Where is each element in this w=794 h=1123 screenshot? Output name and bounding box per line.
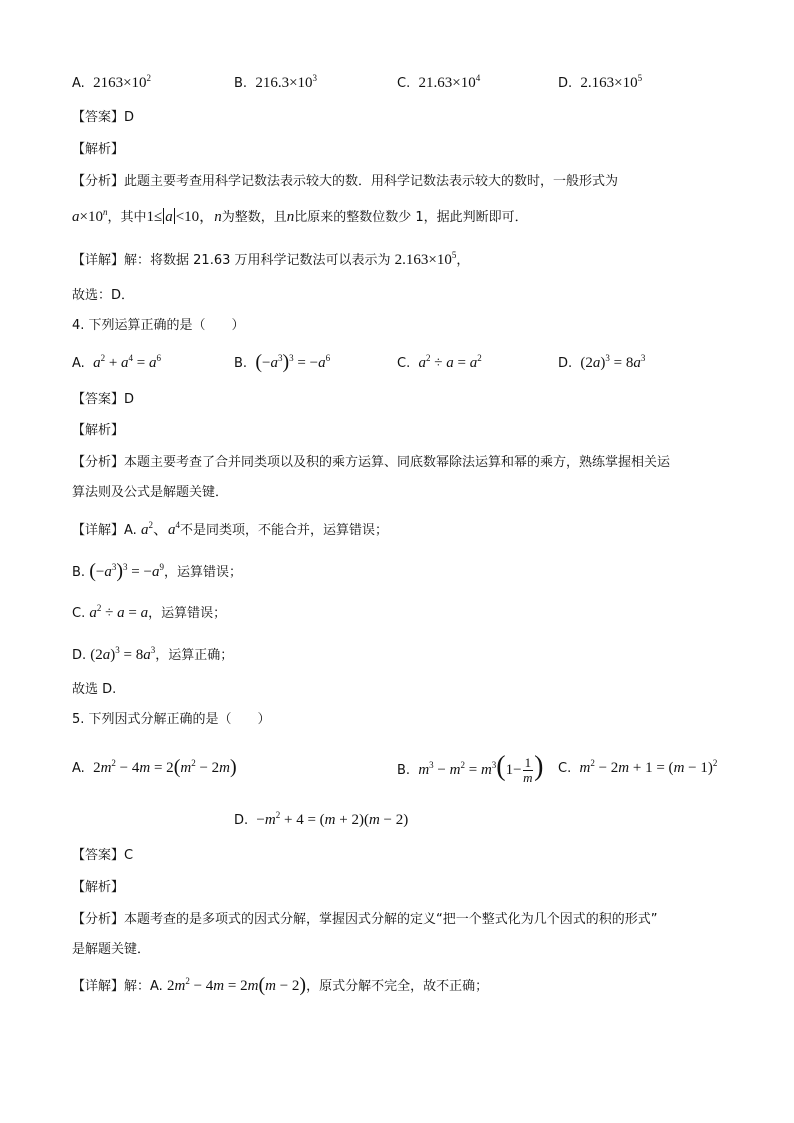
q5-answer: 【答案】C — [72, 848, 134, 863]
q4-option-c: C. $a^2 \div a = a^2$ — [397, 353, 482, 371]
q4-xiangjie-d: D. $(2a)^3 = 8a^3$，运算正确； — [72, 645, 234, 663]
q4-jiexi: 【解析】 — [72, 423, 125, 438]
q4-xiangjie-b: B. $(-a^3)^3 = -a^9$，运算错误； — [72, 560, 242, 582]
q4-xiangjie-a: 【详解】A. $a^2$、$a^4$不是同类项，不能合并，运算错误； — [72, 520, 388, 538]
q5-option-a: A. $2m^2 - 4m = 2(m^2 - 2m)$ — [72, 756, 237, 778]
q5-option-d: D. $-m^2 + 4 = (m + 2)(m - 2)$ — [234, 810, 409, 828]
q4-fenxi: 【分析】本题主要考查了合并同类项以及积的乘方运算、同底数幂除法运算和幂的乘方，熟练掌握相关运 — [72, 455, 671, 470]
q4-option-d: D. $(2a)^3 = 8a^3$ — [558, 353, 646, 371]
q5-option-b: B. $m^3 - m^2 = m^3(1-$ $\frac{1}{m}$ ) — [397, 750, 544, 785]
q3-jiexi: 【解析】 — [72, 142, 125, 157]
q4-guxuan: 故选 D. — [72, 682, 117, 697]
q4-option-a: A. $a^2 + a^4 = a^6$ — [72, 353, 161, 371]
q5-fenxi: 【分析】本题考查的是多项式的因式分解，掌握因式分解的定义“把一个整式化为几个因式的积的形式” — [72, 912, 658, 927]
q3-option-a: A. $2163\times 10^2$ — [72, 73, 152, 91]
q3-answer: 【答案】D — [72, 110, 135, 125]
q4-answer: 【答案】D — [72, 392, 135, 407]
q5-xiangjie: 【详解】解：A. $2m^2 - 4m = 2m(m - 2)$，原式分解不完全，故不正确； — [72, 974, 489, 996]
q5-fenxi-line2: 是解题关键． — [72, 942, 151, 957]
q3-option-d: D. $2.163\times 10^5$ — [558, 73, 643, 91]
q4-xiangjie-c: C. $a^2 \div a = a$，运算错误； — [72, 603, 227, 621]
q4-title: 4. 下列运算正确的是（ ） — [72, 318, 245, 333]
q5-option-c: C. $m^2 - 2m + 1 = (m - 1)^2$ — [558, 758, 718, 776]
q3-option-b: B. $216.3\times 10^3$ — [234, 73, 318, 91]
q5-title: 5. 下列因式分解正确的是（ ） — [72, 712, 271, 727]
q5-jiexi: 【解析】 — [72, 880, 125, 895]
q4-fenxi-line2: 算法则及公式是解题关键． — [72, 485, 229, 500]
q3-fenxi: 【分析】此题主要考查用科学记数法表示较大的数．用科学记数法表示较大的数时，一般形式为 — [72, 174, 619, 189]
q3-option-c: C. $21.63\times 10^4$ — [397, 73, 481, 91]
q3-guxuan: 故选：D． — [72, 288, 135, 303]
q3-fenxi-line2: $a\times 10^n$，其中1≤ a <10，n为整数，且n比原来的整数位数少 1，据此判断即可． — [72, 207, 528, 225]
q4-option-b: B. $(-a^3)^3 = -a^6$ — [234, 351, 331, 373]
q3-xiangjie: 【详解】解：将数据 21.63 万用科学记数法可以表示为 $2.163\times 10^5$， — [72, 250, 470, 268]
